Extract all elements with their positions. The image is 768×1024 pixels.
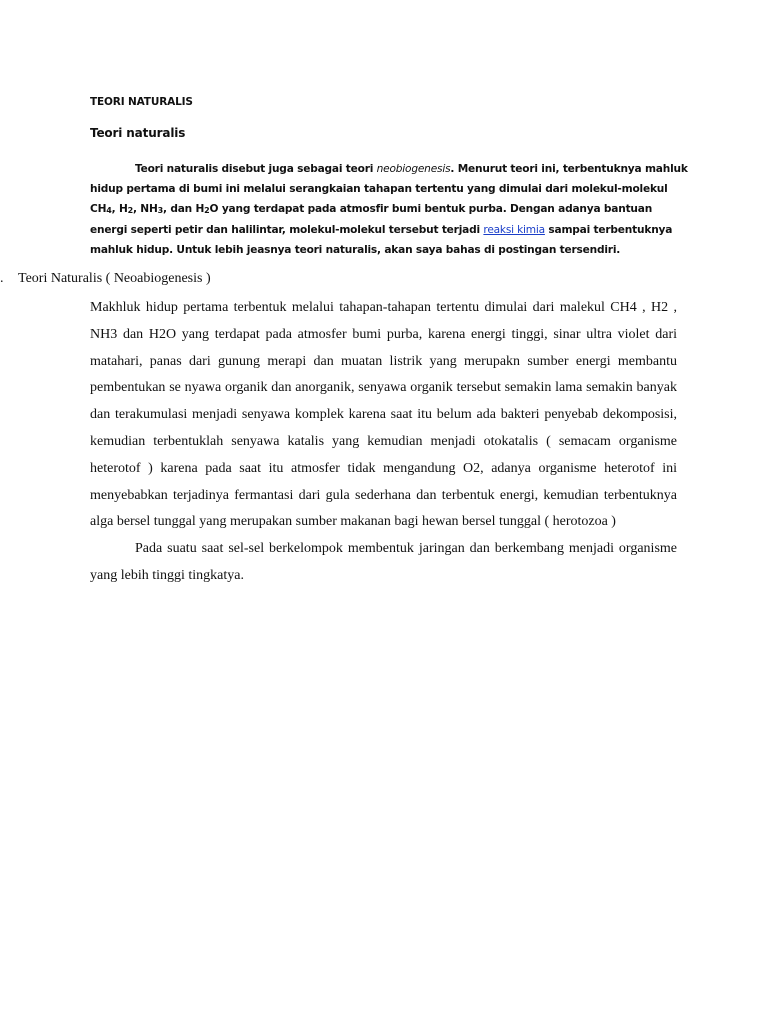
body-paragraph-indented	[90, 536, 677, 590]
intro-text: , dan H	[163, 203, 205, 215]
intro-text: O yang terdapat pada atmosfir bumi bentuk purba. Dengan adanya bantuan energi seperti petir dan halilintar, molekul-molekul tersebut terjadi	[90, 203, 653, 236]
intro-text: . Menurut teori ini, terbentuknya mahluk hidup pertama di bumi ini melalui serangkaian tahapan tertentu yang dimulai dari molekul-molekul CH	[90, 163, 688, 215]
intro-text: Teori naturalis disebut juga sebagai teori	[135, 163, 377, 175]
intro-paragraph	[90, 159, 690, 260]
list-number: .	[0, 271, 4, 286]
page-heading: TEORI NATURALIS	[90, 96, 193, 108]
section-subheading: Teori naturalis	[90, 126, 186, 140]
intro-text: , H	[111, 203, 128, 215]
subscript: 4	[106, 206, 112, 215]
subscript: 2	[204, 206, 210, 215]
intro-italic-term: neobiogenesis	[376, 163, 451, 175]
reaksi-kimia-link[interactable]: reaksi kimia	[483, 224, 545, 236]
subscript: 3	[157, 206, 164, 215]
subscript: 2	[127, 206, 133, 215]
list-item-heading	[0, 271, 211, 287]
body-paragraph: Makhluk hidup pertama terbentuk melalui tahapan-tahapan tertentu dimulai dari malekul CH4 , H2 , NH3 dan H2O yang terdapat pada atmosfer bumi purba, karena energi tinggi, sinar ultra violet dari matahari, panas dari gunung merapi dan muatan listrik yang merupakn sumber energi membantu pembentukan se nyawa organik dan anorganik, senyawa organik tersebut semakin lama semakin banyak dan terakumulasi menjadi senyawa komplek karena saat itu belum ada bakteri penyebab dekomposisi, kemudian terbentuklah senyawa katalis yang kemudian menjadi otokatalis ( semacam organisme heterotof ) karena pada saat itu atmosfer tidak mengandung O2, adanya organisme heterotof ini menyebabkan terjadinya fermantasi dari gula sederhana dan terbentuk energi, kemudian terbentuknya alga bersel tunggal yang merupakan sumber makanan bagi hewan bersel tunggal ( herotozoa )	[90, 300, 677, 530]
body-paragraph-text: Pada suatu saat sel-sel berkelompok membentuk jaringan dan berkembang menjadi organisme yang lebih tinggi tingkatya.	[90, 541, 677, 583]
intro-text: sampai terbentuknya mahluk hidup. Untuk lebih jeasnya teori naturalis, akan saya bahas di postingan tersendiri.	[90, 224, 673, 256]
list-item-title: Teori Naturalis ( Neoabiogenesis )	[18, 271, 211, 286]
intro-text: , NH	[132, 203, 158, 215]
body-text	[90, 295, 677, 590]
